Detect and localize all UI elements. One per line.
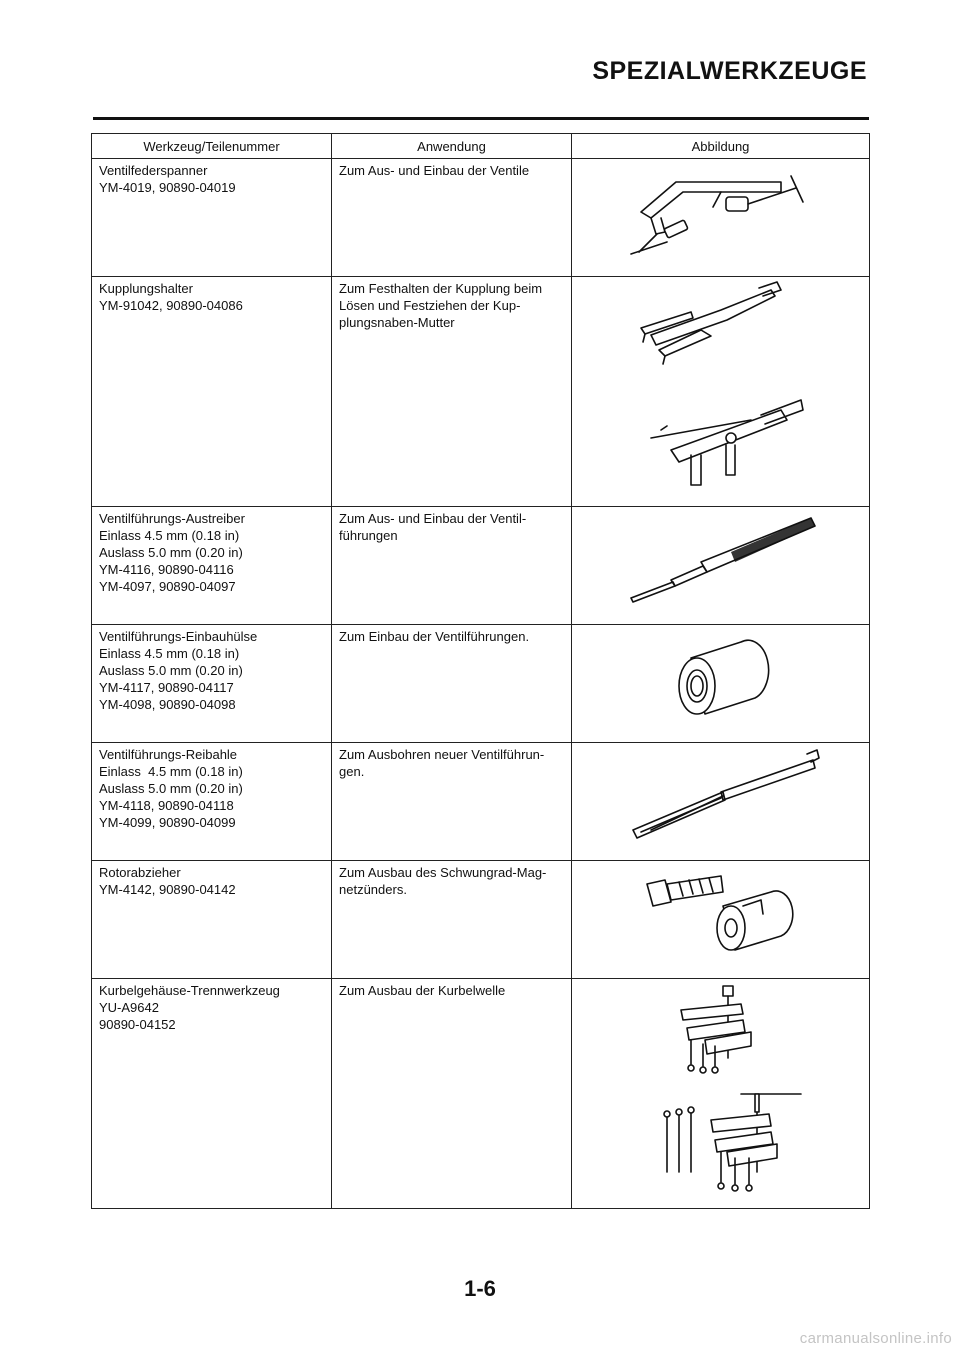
table-row <box>92 277 870 507</box>
column-header-tool: Werkzeug/Teilenummer <box>92 134 332 159</box>
table-row <box>92 507 870 625</box>
use-cell <box>332 507 572 625</box>
illustration-cell <box>572 159 870 277</box>
tool-part-number: YM-91042, 90890-04086 <box>99 298 243 313</box>
use-text: Zum Festhalten der Kupplung beim <box>339 281 543 296</box>
illustration-cell <box>572 507 870 625</box>
tool-part-number: YM-4142, 90890-04142 <box>99 882 236 897</box>
table-row <box>92 159 870 277</box>
tool-spec: Auslass 5.0 mm (0.20 in) <box>99 781 243 796</box>
tool-cell <box>92 277 332 507</box>
use-text: gen. <box>339 764 365 779</box>
title-rule <box>93 117 869 120</box>
use-cell <box>332 277 572 507</box>
use-text: Zum Ausbau des Schwungrad-Mag- <box>339 865 547 880</box>
tool-name: Kurbelgehäuse-Trennwerkzeug <box>99 983 280 998</box>
valve-guide-reamer-icon <box>621 746 821 846</box>
tool-name: Ventilfederspanner <box>99 163 208 178</box>
page-number: 1-6 <box>464 1276 496 1301</box>
tool-name: Rotorabzieher <box>99 865 181 880</box>
tool-spec: Auslass 5.0 mm (0.20 in) <box>99 545 243 560</box>
valve-guide-installer-icon <box>661 628 781 728</box>
tool-cell <box>92 743 332 861</box>
watermark: carmanualsonline.info <box>799 1330 952 1347</box>
tool-name: Ventilführungs-Reibahle <box>99 747 238 762</box>
tool-spec: Einlass 4.5 mm (0.18 in) <box>99 764 243 779</box>
use-text: Zum Ausbau der Kurbelwelle <box>339 983 506 998</box>
tool-part-number: 90890-04152 <box>99 1017 176 1032</box>
use-text: Zum Aus- und Einbau der Ventile <box>339 163 530 178</box>
table-header-row <box>92 134 870 159</box>
use-text: Zum Aus- und Einbau der Ventil- <box>339 511 527 526</box>
column-header-use: Anwendung <box>332 134 572 159</box>
use-text: plungsnaben-Mutter <box>339 315 455 330</box>
tool-part-number: YM-4118, 90890-04118 <box>99 798 234 813</box>
tool-name: Kupplungshalter <box>99 281 193 296</box>
tool-part-number: YU-A9642 <box>99 1000 159 1015</box>
tool-spec: Auslass 5.0 mm (0.20 in) <box>99 663 243 678</box>
use-cell <box>332 861 572 979</box>
use-cell <box>332 979 572 1209</box>
crankcase-separator-icon <box>631 982 811 1202</box>
tool-cell <box>92 507 332 625</box>
table-row <box>92 625 870 743</box>
illustration-cell <box>572 625 870 743</box>
tool-name: Ventilführungs-Einbauhülse <box>99 629 258 644</box>
use-text: Zum Einbau der Ventilführungen. <box>339 629 530 644</box>
tool-part-number: YM-4098, 90890-04098 <box>99 697 236 712</box>
tool-cell <box>92 861 332 979</box>
illustration-cell <box>572 743 870 861</box>
illustration-cell <box>572 277 870 507</box>
use-text: Zum Ausbohren neuer Ventilführun- <box>339 747 545 762</box>
tool-spec: Einlass 4.5 mm (0.18 in) <box>99 646 240 661</box>
table-row <box>92 861 870 979</box>
illustration-cell <box>572 861 870 979</box>
tool-part-number: YM-4117, 90890-04117 <box>99 680 234 695</box>
valve-guide-remover-icon <box>621 510 821 610</box>
use-text: netzünders. <box>339 882 407 897</box>
tool-part-number: YM-4019, 90890-04019 <box>99 180 236 195</box>
use-cell <box>332 625 572 743</box>
tool-name: Ventilführungs-Austreiber <box>99 511 245 526</box>
special-tools-table <box>91 133 870 1209</box>
use-text: führungen <box>339 528 398 543</box>
use-text: Lösen und Festziehen der Kup- <box>339 298 521 313</box>
column-header-illustration: Abbildung <box>572 134 870 159</box>
table-row <box>92 979 870 1209</box>
use-cell <box>332 743 572 861</box>
illustration-cell <box>572 979 870 1209</box>
tool-part-number: YM-4097, 90890-04097 <box>99 579 236 594</box>
tool-part-number: YM-4116, 90890-04116 <box>99 562 234 577</box>
page-title: SPEZIALWERKZEUGE <box>592 57 867 85</box>
valve-spring-compressor-icon <box>621 162 821 262</box>
tool-cell <box>92 979 332 1209</box>
tool-part-number: YM-4099, 90890-04099 <box>99 815 236 830</box>
use-cell <box>332 159 572 277</box>
rotor-puller-icon <box>631 864 811 964</box>
clutch-holder-icon <box>631 280 811 500</box>
tool-cell <box>92 159 332 277</box>
tool-cell <box>92 625 332 743</box>
table-row <box>92 743 870 861</box>
tool-spec: Einlass 4.5 mm (0.18 in) <box>99 528 240 543</box>
